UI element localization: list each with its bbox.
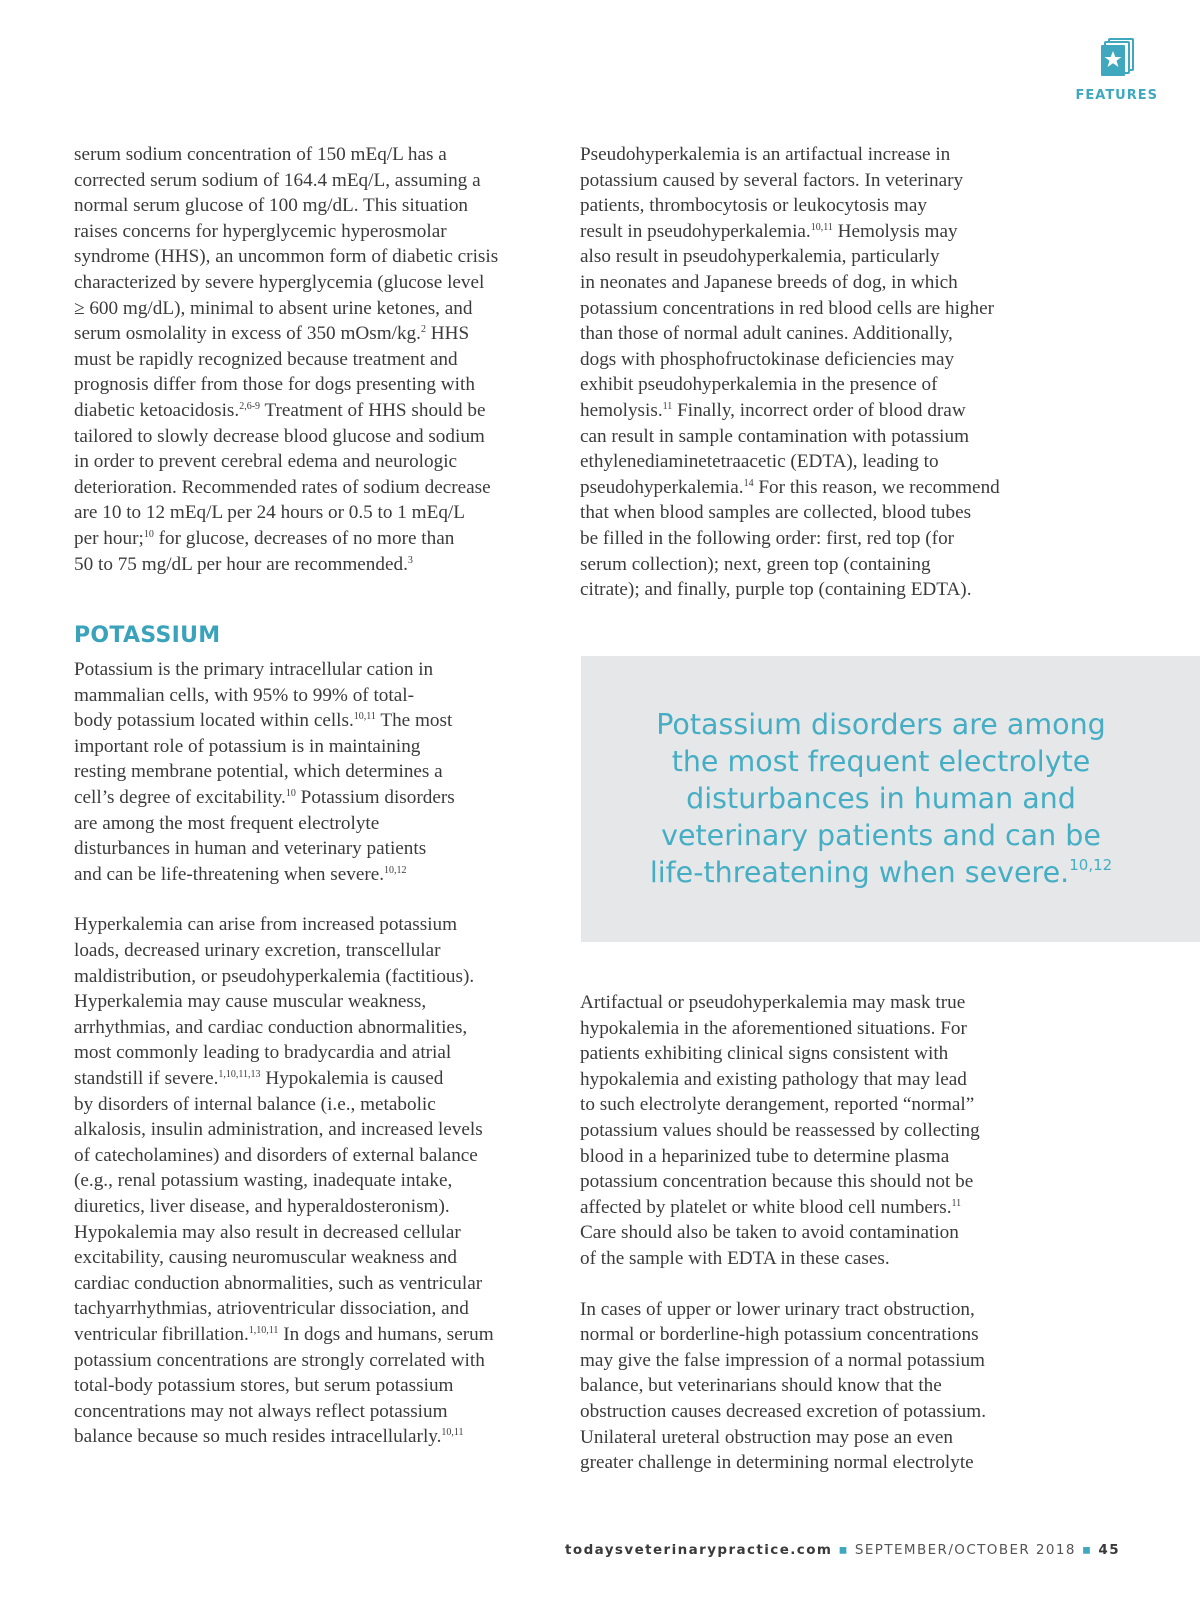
text-line: cell’s degree of excitability.$^{10}$ Potassium disorders [74,787,455,809]
page-footer [565,1542,1120,1558]
text-line: Potassium disorders are among [656,708,1106,741]
text-line: be filled in the following order: first, red top (for [580,527,955,549]
text-line: potassium concentrations in red blood cells are higher [580,297,995,319]
citation: 14 [743,477,754,489]
text-line: in order to prevent cerebral edema and neurologic [74,451,458,473]
citation: 11 [662,400,673,412]
text-line: serum sodium concentration of 150 mEq/L has a [74,144,447,165]
right-column [580,142,1050,603]
paragraph [580,142,1050,603]
text-line: result in pseudohyperkalemia.$^{10,11}$ Hemolysis may [580,220,958,242]
text-line: can result in sample contamination with potassium [580,425,970,447]
text-line: of the sample with EDTA in these cases. [580,1247,890,1269]
text-line: diuretics, liver disease, and hyperaldosteronism). [74,1195,450,1217]
text-line: normal or borderline-high potassium concentrations [580,1324,979,1346]
left-column [74,142,544,1450]
text-line: ≥ 600 mg/dL), minimal to absent urine ketones, and [74,297,473,319]
text-line: ventricular fibrillation.$^{1,10,11}$ In dogs and humans, serum [74,1323,494,1345]
text-line: total-body potassium stores, but serum potassium [74,1375,454,1397]
text-line: body potassium located within cells.$^{10,11}$ The most [74,710,453,732]
text-line: serum osmolality in excess of 350 mOsm/kg.$^2$ HHS [74,323,470,345]
text-line: Artifactual or pseudohyperkalemia may mask true [580,992,966,1013]
paragraph [74,142,544,577]
text-line: 50 to 75 mg/dL per hour are recommended.$^3$ [74,553,413,575]
text-line: mammalian cells, with 95% to 99% of total- [74,684,414,706]
text-line: may give the false impression of a normal potassium [580,1349,985,1371]
text-line: resting membrane potential, which determines a [74,761,443,783]
section-heading: POTASSIUM [74,623,221,649]
text-line: potassium values should be reassessed by collecting [580,1119,980,1141]
text-line: most commonly leading to bradycardia and atrial [74,1042,452,1064]
text-line: important role of potassium is in maintaining [74,735,421,757]
text-line: alkalosis, insulin administration, and increased levels [74,1119,483,1141]
text-line: ethylenediaminetetraacetic (EDTA), leading to [580,451,939,473]
text-line: citrate); and finally, purple top (containing EDTA). [580,579,972,601]
text-line: Unilateral ureteral obstruction may pose an even [580,1426,953,1448]
text-line: greater challenge in determining normal electrolyte [580,1452,974,1474]
text-line: life-threatening when severe.$^{10,12}$ [649,856,1113,889]
section-label: FEATURES [1075,88,1158,103]
text-line: hypokalemia in the aforementioned situations. For [580,1017,967,1039]
paragraph [74,657,544,887]
text-line: hypokalemia and existing pathology that may lead [580,1068,967,1090]
text-line: must be rapidly recognized because treatment and [74,348,458,370]
text-line: in neonates and Japanese breeds of dog, in which [580,271,958,293]
text-line: raises concerns for hyperglycemic hyperosmolar [74,220,447,242]
separator: ▪ [1081,1542,1093,1558]
text-line: Potassium is the primary intracellular cation in [74,659,434,681]
text-line: that when blood samples are collected, blood tubes [580,502,972,524]
text-line: Hyperkalemia can arise from increased potassium [74,914,458,936]
text-line: the most frequent electrolyte [671,745,1091,778]
text-line: are 10 to 12 mEq/L per 24 hours or 0.5 to 1 mEq/L [74,502,465,524]
text-line: potassium concentration because this should not be [580,1171,974,1193]
site-url: todaysveterinarypractice.com [565,1542,833,1558]
citation: 3 [407,554,413,566]
bookmark-star-icon [1096,36,1138,78]
text-line: patients, thrombocytosis or leukocytosis may [580,195,927,217]
text-line: disturbances in human and veterinary patients [74,838,427,860]
citation: 11 [951,1197,962,1209]
text-line: are among the most frequent electrolyte [74,812,380,834]
text-line: disturbances in human and [686,782,1076,815]
issue-date: SEPTEMBER/OCTOBER 2018 [854,1542,1076,1558]
text-line: exhibit pseudohyperkalemia in the presence of [580,374,938,396]
text-line: concentrations may not always reflect potassium [74,1400,448,1422]
text-line: potassium concentrations are strongly correlated with [74,1349,485,1371]
text-line: of catecholamines) and disorders of external balance [74,1144,478,1166]
citation: 10,12 [1069,856,1113,874]
text-line: corrected serum sodium of 164.4 mEq/L, assuming a [74,169,481,191]
citation: 10,12 [384,864,407,876]
text-line: prognosis differ from those for dogs presenting with [74,374,475,396]
text-line: cardiac conduction abnormalities, such as ventricular [74,1272,483,1294]
text-line: In cases of upper or lower urinary tract obstruction, [580,1298,975,1320]
citation: 2 [420,324,426,336]
text-line: also result in pseudohyperkalemia, particularly [580,246,940,268]
pull-quote [581,656,1200,942]
citation: 10,11 [810,221,833,233]
citation: 10,11 [353,711,376,723]
text-line: per hour;$^{10}$ for glucose, decreases of no more than [74,527,455,549]
text-line: dogs with phosphofructokinase deficiencies may [580,348,955,370]
text-line: potassium caused by several factors. In veterinary [580,169,964,191]
text-line: tachyarrhythmias, atrioventricular dissociation, and [74,1298,469,1320]
citation: 1,10,11,13 [218,1069,261,1080]
text-line: Care should also be taken to avoid contamination [580,1222,959,1244]
text-line: characterized by severe hyperglycemia (glucose level [74,271,485,293]
text-line: Pseudohyperkalemia is an artifactual increase in [580,144,951,165]
pull-quote-text [581,706,1181,891]
text-line: Hypokalemia may also result in decreased cellular [74,1221,461,1243]
citation: 1,10,11 [248,1324,279,1336]
text-line: pseudohyperkalemia.$^{14}$ For this reason, we recommend [580,476,1000,498]
text-line: tailored to slowly decrease blood glucose and sodium [74,425,485,447]
text-line: (e.g., renal potassium wasting, inadequate intake, [74,1170,453,1192]
citation: 10 [285,788,296,800]
text-line: obstruction causes decreased excretion of potassium. [580,1400,987,1422]
text-line: and can be life-threatening when severe.$^{10,12}$ [74,863,407,885]
text-line: standstill if severe.$^{1,10,11,13}$ Hypokalemia is caused [74,1068,444,1089]
text-line: by disorders of internal balance (i.e., metabolic [74,1093,436,1115]
text-line: blood in a heparinized tube to determine plasma [580,1145,950,1167]
text-line: affected by platelet or white blood cell numbers.$^{11}$ [580,1196,962,1218]
text-line: Hyperkalemia may cause muscular weakness, [74,991,427,1013]
text-line: to such electrolyte derangement, reported “normal” [580,1094,975,1116]
text-line: balance because so much resides intracellularly.$^{10,11}$ [74,1426,464,1448]
text-line: balance, but veterinarians should know that the [580,1375,942,1397]
text-line: normal serum glucose of 100 mg/dL. This situation [74,195,469,217]
citation: 10 [143,528,154,540]
text-line: patients exhibiting clinical signs consistent with [580,1043,949,1065]
paragraph [74,912,544,1449]
page-number: 45 [1098,1542,1120,1558]
separator: ▪ [838,1542,849,1558]
right-column-lower [580,990,1050,1476]
text-line: than those of normal adult canines. Additionally, [580,323,953,345]
text-line: excitability, causing neuromuscular weakness and [74,1247,457,1269]
text-line: loads, decreased urinary excretion, transcellular [74,940,441,962]
text-line: syndrome (HHS), an uncommon form of diabetic crisis [74,246,499,268]
paragraph [580,990,1050,1272]
text-line: veterinary patients and can be [661,819,1101,852]
text-line: diabetic ketoacidosis.$^{2,6-9}$ Treatment of HHS should be [74,399,486,421]
citation: 2,6-9 [239,400,261,412]
text-line: hemolysis.$^{11}$ Finally, incorrect order of blood draw [580,399,966,421]
text-line: deterioration. Recommended rates of sodium decrease [74,476,491,498]
text-line: maldistribution, or pseudohyperkalemia (factitious). [74,965,475,987]
paragraph [580,1297,1050,1476]
citation: 10,11 [441,1427,464,1439]
text-line: serum collection); next, green top (containing [580,553,931,575]
text-line: arrhythmias, and cardiac conduction abnormalities, [74,1016,468,1038]
